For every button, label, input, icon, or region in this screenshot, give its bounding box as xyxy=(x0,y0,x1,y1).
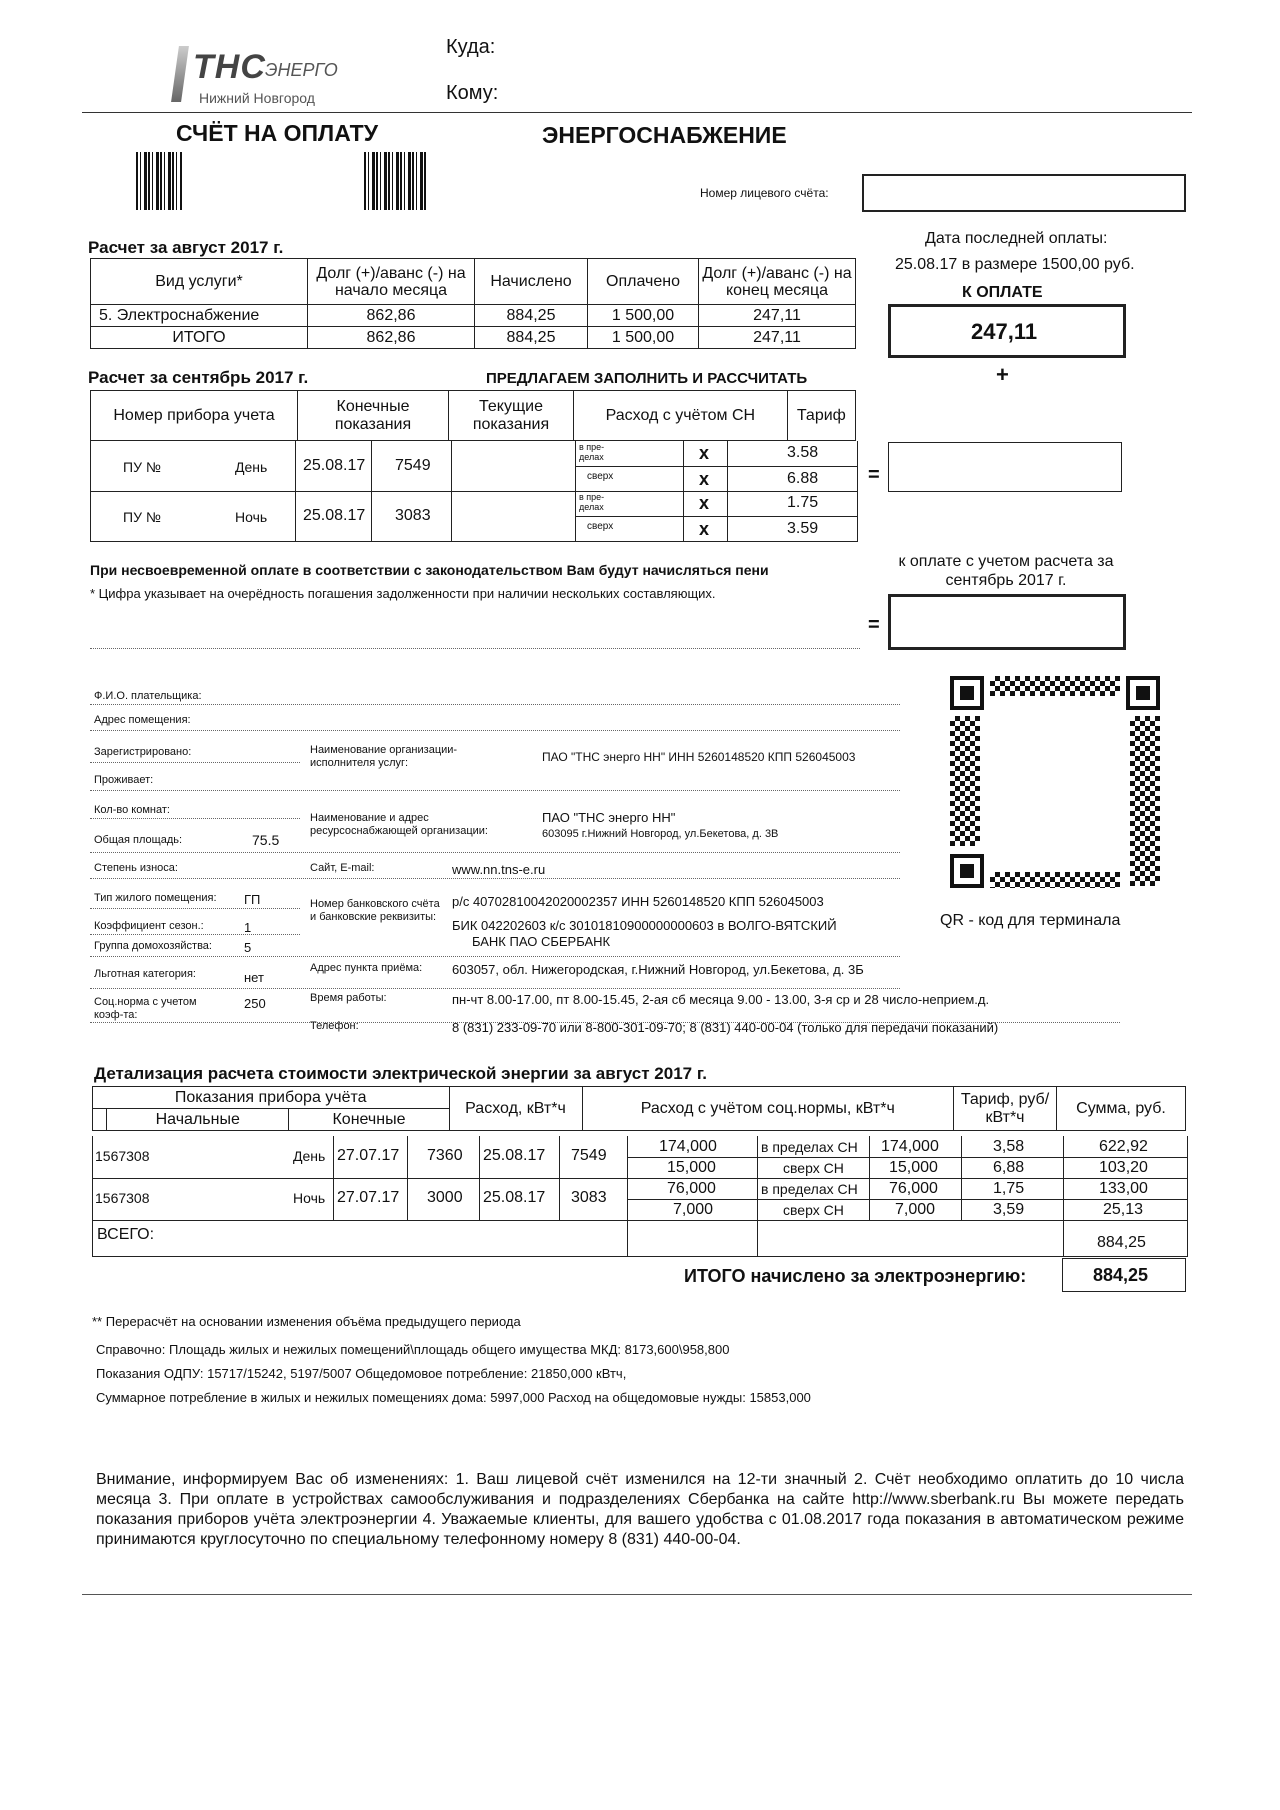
office-label: Адрес пункта приёма: xyxy=(310,962,423,974)
detail-cons: 15,000 xyxy=(667,1159,716,1176)
detail-norm: 7,000 xyxy=(895,1201,936,1218)
september-table xyxy=(90,390,856,441)
bank-line-2: БИК 042202603 к/с 30101810900000000603 в ВОЛГО-ВЯТСКИЙ xyxy=(452,918,837,933)
sep-h-current: Текущие показания xyxy=(449,391,574,441)
res-org-label: Наименование и адрес ресурсоснабжающей организации: xyxy=(310,812,488,837)
aug-h-paid: Оплачено xyxy=(588,259,699,305)
group-value: 5 xyxy=(244,940,252,955)
aug-cell: 884,25 xyxy=(475,327,588,349)
last-payment-value: 25.08.17 в размере 1500,00 руб. xyxy=(895,256,1135,273)
hours-value: пн-чт 8.00-17.00, пт 8.00-15.45, 2-ая сб месяца 9.00 - 13.00, 3-я ср и 28 число-неприем.д. xyxy=(452,992,990,1007)
logo-brand-suffix: ЭНЕРГО xyxy=(265,60,338,80)
sep-h-meter: Номер прибора учета xyxy=(91,391,298,441)
service-title: ЭНЕРГОСНАБЖЕНИЕ xyxy=(542,122,787,148)
office-value: 603057, обл. Нижегородская, г.Нижний Новгород, ул.Бекетова, д. 3Б xyxy=(452,962,864,977)
header-rule xyxy=(82,112,1192,113)
aug-cell: 862,86 xyxy=(308,327,475,349)
aug-h-charged: Начислено xyxy=(475,259,588,305)
detail-cons: 174,000 xyxy=(659,1138,717,1155)
detail-norm: 76,000 xyxy=(889,1180,938,1197)
company-logo xyxy=(175,30,355,110)
detail-total-value: 884,25 xyxy=(1097,1234,1146,1251)
detail-tariff: 3,58 xyxy=(993,1138,1025,1155)
last-payment-label: Дата последней оплаты: xyxy=(925,230,1108,247)
sep-sub-label: сверх xyxy=(587,521,614,532)
detail-h-start: Начальные xyxy=(106,1109,289,1131)
site-link[interactable]: www.nn.tns-e.ru xyxy=(452,862,546,877)
august-title: Расчет за август 2017 г. xyxy=(88,238,284,257)
detail-body xyxy=(92,1136,1188,1257)
sep-zone: Ночь xyxy=(235,509,268,525)
area-value: 75.5 xyxy=(252,832,280,848)
plus-sign: + xyxy=(996,362,1009,387)
detail-h-tariff: Тариф, руб/кВт*ч xyxy=(954,1087,1057,1131)
sep-h-final: Конечные показания xyxy=(298,391,449,441)
detail-zone: Ночь xyxy=(293,1190,326,1206)
area-label: Общая площадь: xyxy=(94,834,183,846)
attention-notice: Внимание, информируем Вас об изменениях: 1. Ваш лицевой счёт изменился на 12-ти значный 2. Счёт необходимо оплатить до 10 числа месяца 3. При оплате в устройствах самообслуживания и подразделениях Сбербанка на сайте http://www.sberbank.ru Вы можете передать показания приборов учёта электроэнергии 4. Уважаемые клиенты, для вашего удобства с 01.08.2017 года показания в автоматическом режиме принимаются круглосуточно по специальному телефонному номеру 8 (831) 440-00-04. xyxy=(96,1471,1184,1548)
season-value: 1 xyxy=(244,920,252,935)
res-org-address: 603095 г.Нижний Новгород, ул.Бекетова, д. 3В xyxy=(542,828,779,840)
recalc-note: ** Перерасчёт на основании изменения объёма предыдущего периода xyxy=(92,1314,521,1329)
barcode-right xyxy=(364,152,426,210)
total-with-september-box xyxy=(888,594,1126,650)
sep-tariff: 6.88 xyxy=(787,470,819,487)
aug-cell: 1 500,00 xyxy=(588,305,699,327)
sep-sub-label: в пре-делах xyxy=(579,492,605,512)
detail-h-sum: Сумма, руб. xyxy=(1057,1087,1186,1131)
sep-h-consumption: Расход с учётом СН xyxy=(574,391,788,441)
detail-kind: в пределах СН xyxy=(761,1181,858,1197)
detail-sum: 133,00 xyxy=(1099,1180,1148,1197)
aug-h-debt-end: Долг (+)/аванс (-) на конец месяца xyxy=(699,259,856,305)
detail-d1: 27.07.17 xyxy=(337,1147,400,1164)
norm-label: Соц.норма с учетом коэф-та: xyxy=(94,996,197,1021)
with-september-label: к оплате с учетом расчета за сентябрь 2017 г. xyxy=(898,553,1114,589)
registered-label: Зарегистрировано: xyxy=(94,746,192,758)
to-pay-label: К ОПЛАТЕ xyxy=(962,284,1043,301)
logo-city: Нижний Новгород xyxy=(199,90,315,106)
detail-d1: 27.07.17 xyxy=(337,1189,400,1206)
bill-title: СЧЁТ НА ОПЛАТУ xyxy=(176,120,379,146)
sep-value: 3083 xyxy=(395,507,431,524)
aug-cell: 884,25 xyxy=(475,305,588,327)
detail-v1: 3000 xyxy=(427,1189,463,1206)
detail-d2: 25.08.17 xyxy=(483,1189,546,1206)
september-sum-box xyxy=(888,442,1122,492)
footer-rule xyxy=(82,1594,1192,1595)
multiply-sign: x xyxy=(699,469,710,489)
sep-pu-label: ПУ № xyxy=(123,509,161,525)
sep-sub-label: в пре-делах xyxy=(579,442,605,462)
reference-line-2: Показания ОДПУ: 15717/15242, 5197/5007 Общедомовое потребление: 21850,000 кВтч, xyxy=(96,1366,627,1381)
detail-norm: 174,000 xyxy=(881,1138,939,1155)
living-label: Проживает: xyxy=(94,774,154,786)
detail-zone: День xyxy=(293,1148,326,1164)
group-label: Группа домохозяйства: xyxy=(94,940,212,952)
detail-v1: 7360 xyxy=(427,1147,463,1164)
detail-table xyxy=(92,1086,1186,1131)
penalty-note: При несвоевременной оплате в соответствии с законодательством Вам будут начисляться пени xyxy=(90,562,769,578)
offer-label: ПРЕДЛАГАЕМ ЗАПОЛНИТЬ И РАССЧИТАТЬ xyxy=(486,370,808,387)
reference-line-1: Справочно: Площадь жилых и нежилых помещений\площадь общего имущества МКД: 8173,600\958,800 xyxy=(96,1342,730,1357)
aug-cell: ИТОГО xyxy=(91,327,308,349)
wear-label: Степень износа: xyxy=(94,862,178,874)
housing-type-value: ГП xyxy=(244,892,261,907)
table-row xyxy=(91,327,856,349)
detail-v2: 3083 xyxy=(571,1189,607,1206)
norm-value: 250 xyxy=(244,996,266,1011)
order-note: * Цифра указывает на очерёдность погашения задолженности при наличии нескольких составляющих. xyxy=(90,586,716,601)
aug-cell: 1 500,00 xyxy=(588,327,699,349)
season-label: Коэффициент сезон.: xyxy=(94,920,204,932)
sep-date: 25.08.17 xyxy=(303,507,366,524)
september-body xyxy=(90,441,858,542)
barcode-left xyxy=(136,152,182,210)
to-whom-label: Кому: xyxy=(446,82,499,104)
detail-kind: сверх СН xyxy=(783,1202,844,1218)
sep-pu-label: ПУ № xyxy=(123,459,161,475)
sep-tariff: 3.58 xyxy=(787,444,819,461)
detail-meter: 1567308 xyxy=(95,1148,150,1164)
payer-fio-label: Ф.И.О. плательщика: xyxy=(94,690,202,702)
detail-sum: 622,92 xyxy=(1099,1138,1148,1155)
detail-meter: 1567308 xyxy=(95,1190,150,1206)
to-pay-value: 247,11 xyxy=(971,319,1038,344)
aug-cell: 247,11 xyxy=(699,327,856,349)
detail-h-consumption-norm: Расход с учётом соц.нормы, кВт*ч xyxy=(582,1087,954,1131)
equals-sign: = xyxy=(868,614,880,636)
to-pay-box xyxy=(888,304,1126,358)
payer-address-label: Адрес помещения: xyxy=(94,714,191,726)
detail-sum: 103,20 xyxy=(1099,1159,1148,1176)
multiply-sign: x xyxy=(699,493,710,513)
to-where-label: Куда: xyxy=(446,36,496,58)
detail-tariff: 6,88 xyxy=(993,1159,1025,1176)
detail-norm: 15,000 xyxy=(889,1159,938,1176)
detail-h-end: Конечные xyxy=(289,1109,449,1131)
housing-type-label: Тип жилого помещения: xyxy=(94,892,217,904)
sep-zone: День xyxy=(235,459,268,475)
bank-line-1: р/с 40702810042020002357 ИНН 5260148520 КПП 526045003 xyxy=(452,894,824,909)
detail-h-readings: Показания прибора учёта xyxy=(93,1087,450,1109)
reference-line-3: Суммарное потребление в жилых и нежилых помещениях дома: 5997,000 Расход на общедомовые нужды: 15853,000 xyxy=(96,1390,811,1405)
august-table xyxy=(90,258,856,349)
bank-label: Номер банковского счёта и банковские реквизиты: xyxy=(310,898,440,923)
detail-d2: 25.08.17 xyxy=(483,1147,546,1164)
aug-cell: 247,11 xyxy=(699,305,856,327)
hours-label: Время работы: xyxy=(310,992,387,1004)
multiply-sign: x xyxy=(699,519,710,539)
detail-cons: 76,000 xyxy=(667,1180,716,1197)
grand-total-value: 884,25 xyxy=(1093,1265,1149,1285)
site-label: Сайт, E-mail: xyxy=(310,862,375,874)
sep-tariff: 1.75 xyxy=(787,494,819,511)
qr-code xyxy=(950,676,1160,888)
multiply-sign: x xyxy=(699,443,710,463)
benefit-value: нет xyxy=(244,970,264,985)
qr-caption: QR - код для терминала xyxy=(940,912,1121,929)
res-org-name: ПАО "ТНС энерго НН" xyxy=(542,810,676,825)
aug-cell: 862,86 xyxy=(308,305,475,327)
detail-h-consumption: Расход, кВт*ч xyxy=(449,1087,582,1131)
logo-brand: ТНС xyxy=(193,48,266,86)
sep-sub-label: сверх xyxy=(587,471,614,482)
detail-tariff: 1,75 xyxy=(993,1180,1025,1197)
detail-kind: сверх СН xyxy=(783,1160,844,1176)
exec-org-value: ПАО "ТНС энерго НН" ИНН 5260148520 КПП 526045003 xyxy=(542,750,856,764)
detail-sum: 25,13 xyxy=(1103,1201,1144,1218)
phone-label: Телефон: xyxy=(310,1020,359,1032)
aug-cell: 5. Электроснабжение xyxy=(91,305,308,327)
rooms-label: Кол-во комнат: xyxy=(94,804,170,816)
detail-kind: в пределах СН xyxy=(761,1139,858,1155)
sep-tariff: 3.59 xyxy=(787,520,819,537)
account-number-box xyxy=(862,174,1186,212)
grand-total-label: ИТОГО начислено за электроэнергию: xyxy=(684,1266,1027,1286)
detail-v2: 7549 xyxy=(571,1147,607,1164)
aug-h-debt-start: Долг (+)/аванс (-) на начало месяца xyxy=(308,259,475,305)
bank-line-3: БАНК ПАО СБЕРБАНК xyxy=(472,934,611,949)
separator xyxy=(90,648,860,649)
aug-h-service: Вид услуги* xyxy=(91,259,308,305)
detail-title: Детализация расчета стоимости электрической энергии за август 2017 г. xyxy=(94,1064,707,1083)
account-label: Номер лицевого счёта: xyxy=(700,186,829,200)
september-title: Расчет за сентябрь 2017 г. xyxy=(88,368,309,387)
sep-h-tariff: Тариф xyxy=(787,391,855,441)
sep-value: 7549 xyxy=(395,457,431,474)
phone-value: 8 (831) 233-09-70 или 8-800-301-09-70; 8 (831) 440-00-04 (только для передачи показаний) xyxy=(452,1020,999,1035)
sep-date: 25.08.17 xyxy=(303,457,366,474)
detail-tariff: 3,59 xyxy=(993,1201,1025,1218)
table-row xyxy=(91,305,856,327)
grand-total-box xyxy=(1062,1258,1186,1292)
detail-total-label: ВСЕГО: xyxy=(97,1226,155,1243)
equals-sign: = xyxy=(868,464,880,486)
benefit-label: Льготная категория: xyxy=(94,968,196,980)
detail-cons: 7,000 xyxy=(673,1201,714,1218)
exec-org-label: Наименование организации-исполнителя услуг: xyxy=(310,744,458,769)
